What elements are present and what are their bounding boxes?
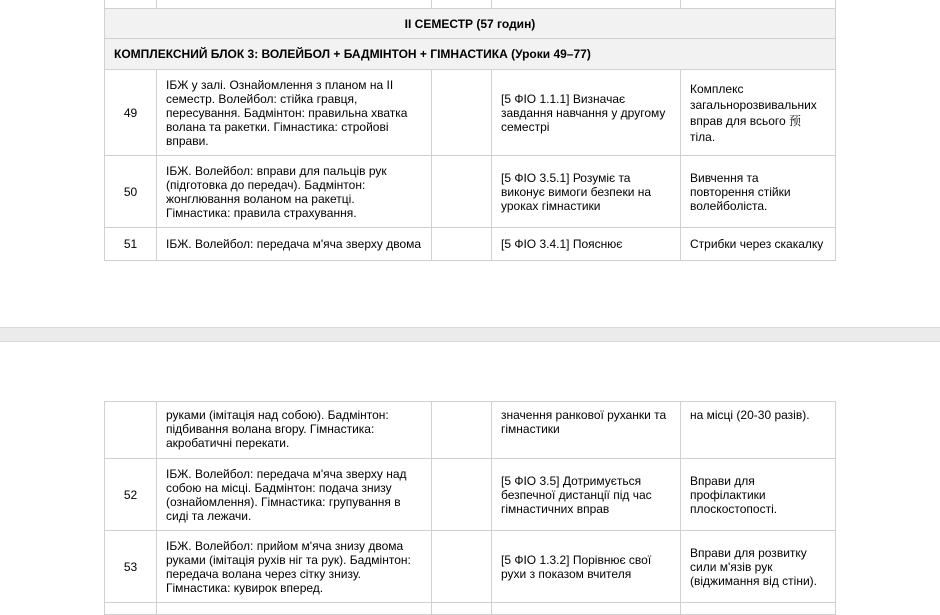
lesson-outcome: [5 ФІО 1.1.1] Визначає завдання навчання у другому семестрі bbox=[492, 70, 681, 156]
lesson-homework: Комплекс загальнорозвивальних вправ для всього 预 тіла. bbox=[681, 70, 836, 156]
lesson-topic: руками (імітація над собою). Бадмінтон: підбивання волана вгору. Гімнастика: акробатичні перекати. bbox=[157, 402, 432, 459]
lesson-outcome: [5 ФІО 3.5] Дотримується безпечної дистанції під час гімнастичних вправ bbox=[492, 459, 681, 531]
lesson-outcome: [5 ФІО 1.3.2] Порівнює свої рухи з показом вчителя bbox=[492, 531, 681, 603]
lesson-extra bbox=[432, 402, 492, 459]
lesson-extra bbox=[432, 228, 492, 261]
table-row bbox=[105, 531, 836, 603]
previous-row-remnant bbox=[105, 0, 836, 9]
lesson-number: 50 bbox=[105, 156, 157, 228]
lesson-extra bbox=[432, 531, 492, 603]
lesson-number bbox=[105, 402, 157, 459]
lesson-topic: ІБЖ. Волейбол: прийом м'яча знизу двома руками (імітація рухів ніг та рук). Бадмінтон: передача волана через сітку знизу. Гімнастика: кувирок вперед. bbox=[157, 531, 432, 603]
lesson-homework: Вправи для профілактики плоскостопості. bbox=[681, 459, 836, 531]
lesson-plan-table-page-1 bbox=[104, 0, 836, 261]
lesson-homework: Стрибки через скакалку bbox=[681, 228, 836, 261]
lesson-extra bbox=[432, 156, 492, 228]
lesson-topic: ІБЖ. Волейбол: передача м'яча зверху двома bbox=[157, 228, 432, 261]
document-page-2 bbox=[0, 342, 940, 610]
lesson-number: 52 bbox=[105, 459, 157, 531]
semester-header: II СЕМЕСТР (57 годин) bbox=[105, 9, 836, 39]
lesson-number: 53 bbox=[105, 531, 157, 603]
lesson-topic: ІБЖ. Волейбол: вправи для пальців рук (підготовка до передач). Бадмінтон: жонглювання воланом на ракетці. Гімнастика: правила страхування. bbox=[157, 156, 432, 228]
page-break-separator bbox=[0, 327, 940, 342]
lesson-outcome: [5 ФІО 3.5.1] Розуміє та виконує вимоги безпеки на уроках гімнастики bbox=[492, 156, 681, 228]
lesson-plan-table-page-2 bbox=[104, 401, 836, 615]
lesson-topic: ІБЖ у залі. Ознайомлення з планом на II семестр. Волейбол: стійка гравця, пересування. Бадмінтон: правильна хватка волана та ракетки. Гімнастика: стройові вправи. bbox=[157, 70, 432, 156]
table-row bbox=[105, 228, 836, 261]
lesson-extra bbox=[432, 70, 492, 156]
block-header: КОМПЛЕКСНИЙ БЛОК 3: ВОЛЕЙБОЛ + БАДМІНТОН + ГІМНАСТИКА (Уроки 49–77) bbox=[105, 39, 836, 70]
semester-header-row bbox=[105, 9, 836, 39]
lesson-extra bbox=[432, 459, 492, 531]
lesson-outcome: значення ранкової руханки та гімнастики bbox=[492, 402, 681, 459]
lesson-homework: Вправи для розвитку сили м'язів рук (віджимання від стіни). bbox=[681, 531, 836, 603]
lesson-topic: ІБЖ. Волейбол: передача м'яча зверху над собою на місці. Бадмінтон: подача знизу (ознайомлення). Гімнастика: групування в сиді та лежачи. bbox=[157, 459, 432, 531]
lesson-outcome: [5 ФІО 3.4.1] Пояснює bbox=[492, 228, 681, 261]
lesson-homework: Вивчення та повторення стійки волейболіста. bbox=[681, 156, 836, 228]
table-row bbox=[105, 156, 836, 228]
lesson-number: 49 bbox=[105, 70, 157, 156]
table-row bbox=[105, 402, 836, 459]
table-row bbox=[105, 70, 836, 156]
next-row-remnant bbox=[105, 603, 836, 615]
block-header-row bbox=[105, 39, 836, 70]
table-row bbox=[105, 459, 836, 531]
lesson-number: 51 bbox=[105, 228, 157, 261]
lesson-homework: на місці (20-30 разів). bbox=[681, 402, 836, 459]
